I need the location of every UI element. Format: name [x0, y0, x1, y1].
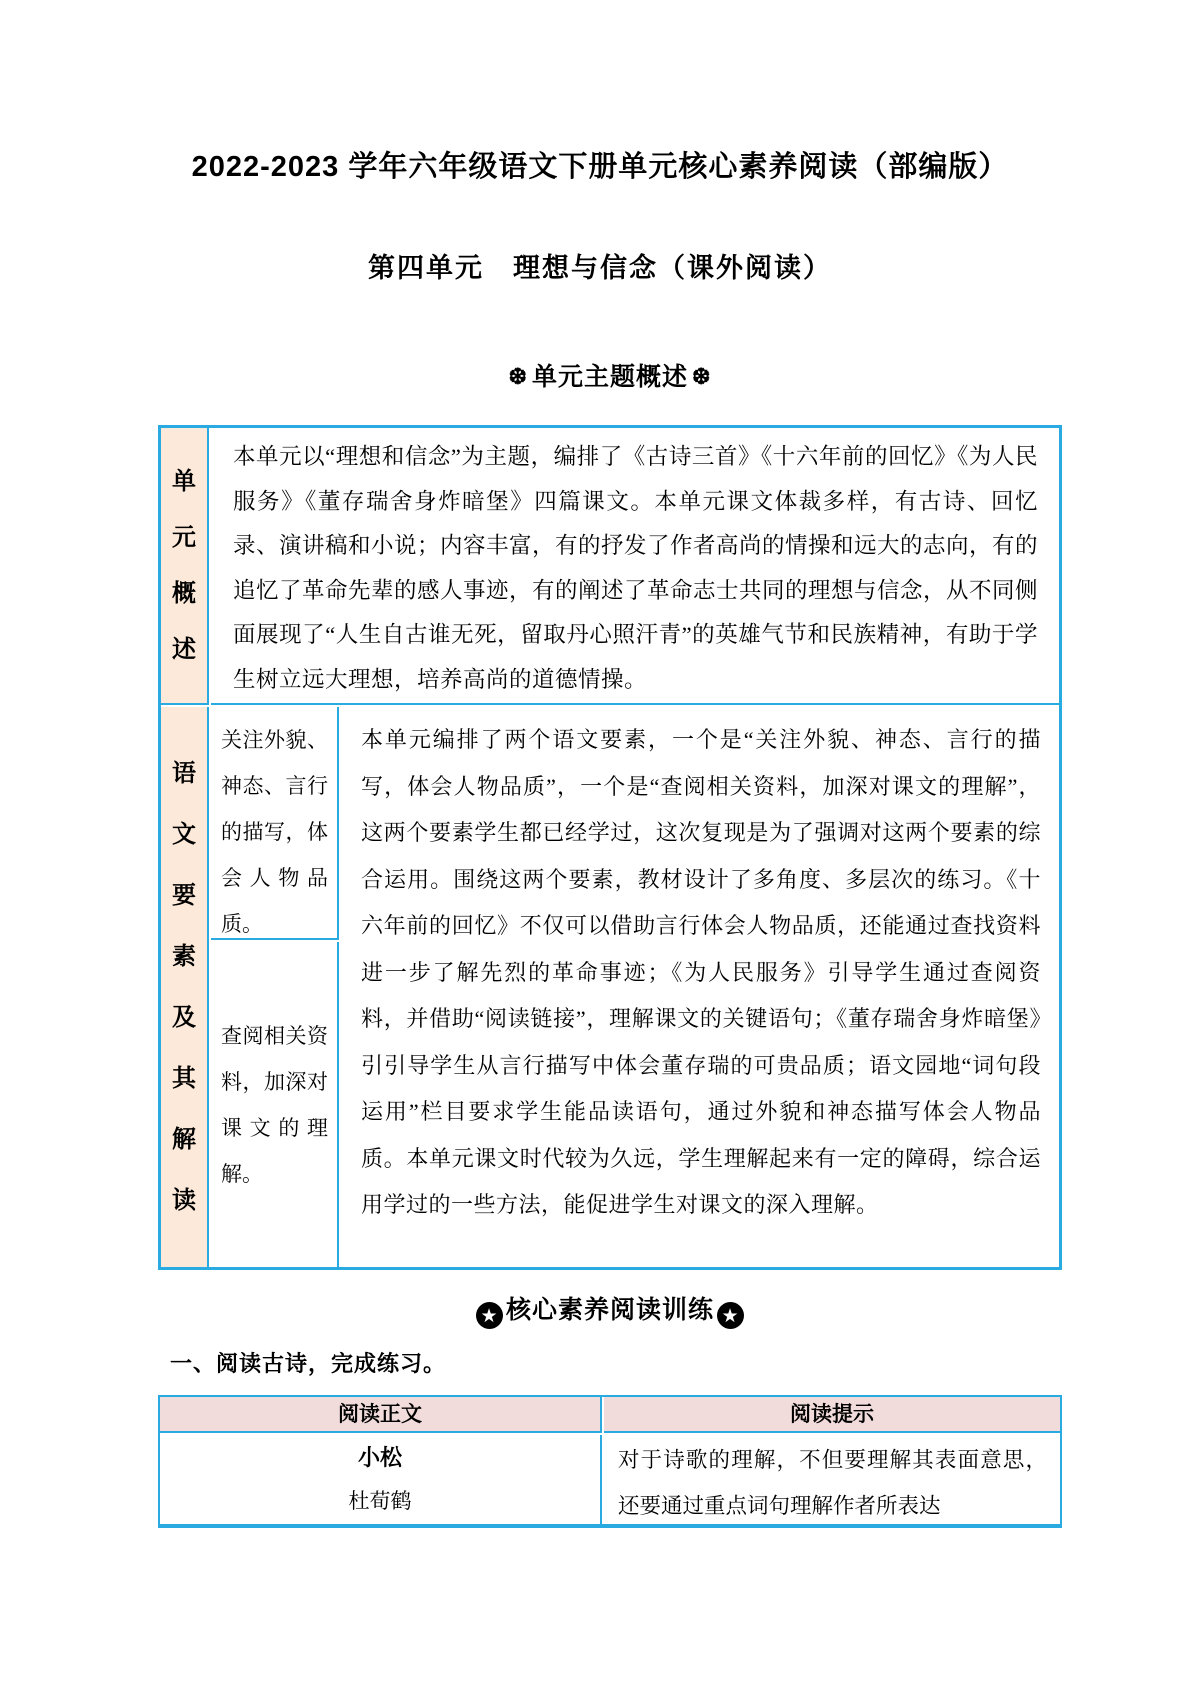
- circled-star-icon: ★: [717, 1302, 744, 1329]
- section-heading-unit-theme: [158, 357, 1062, 393]
- column-header-reading-hint: 阅读提示: [604, 1397, 1060, 1433]
- elements-analysis-text: 本单元编排了两个语文要素，一个是“关注外貌、神态、言行的描写，体会人物品质”，一个是“查阅相关资料，加深对课文的理解”，这两个要素学生都已经学过，这次复现是为了强调对这两个要素的综合运用。围绕这两个要素，教材设计了多角度、多层次的练习。《十六年前的回忆》不仅可以借助言行体会人物品质，还能通过查找资料进一步了解先烈的革命事迹；《为人民服务》引导学生通过查阅资料，并借助“阅读链接”，理解课文的关键语句；《董存瑞舍身炸暗堡》引引导学生从言行描写中体会董存瑞的可贵品质；语文园地“词句段运用”栏目要求学生能品读语句，通过外貌和神态描写体会人物品质。本单元课文时代较为久远，学生理解起来有一定的障碍，综合运用学过的一些方法，能促进学生对课文的深入理解。: [361, 727, 1041, 1217]
- unit-overview-text: 本单元以“理想和信念”为主题，编排了《古诗三首》《十六年前的回忆》《为人民服务》《董存瑞舍身炸暗堡》四篇课文。本单元课文体裁多样，有古诗、回忆录、演讲稿和小说；内容丰富，有的抒发了作者高尚的情操和远大的志向，有的追忆了革命先辈的感人事迹，有的阐述了革命志士共同的理想与信念，从不同侧面展现了“人生自古谁无死，留取丹心照汗青”的英雄气节和民族精神，有助于学生树立远大理想，培养高尚的道德情操。: [211, 428, 1059, 705]
- poem-cell: [160, 1435, 602, 1524]
- unit-title: 第四单元 理想与信念（课外阅读）: [368, 253, 832, 283]
- row-label-text: 单元概述: [172, 467, 196, 663]
- language-element-1: 关注外貌、神态、言行的描写，体会人物品质。: [211, 707, 339, 940]
- circled-star-icon: ★: [476, 1302, 503, 1329]
- row-label-language-elements: [161, 707, 209, 1267]
- unit-overview-table: [158, 425, 1062, 1270]
- row-label-unit-overview: [161, 428, 209, 705]
- row-label-text: 语文要素及其解读: [172, 760, 196, 1214]
- language-element-2: [211, 942, 339, 1267]
- snowflake-icon: ❆: [508, 364, 528, 389]
- section-heading-reading-training: [158, 1290, 1062, 1329]
- reading-hint-text: 对于诗歌的理解，不但要理解其表面意思，还要通过重点词句理解作者所表达: [618, 1448, 1047, 1518]
- section-heading-text: 核心素养阅读训练: [505, 1296, 714, 1324]
- column-header-reading-text: 阅读正文: [160, 1397, 602, 1433]
- document-title: 2022-2023 学年六年级语文下册单元核心素养阅读（部编版）: [191, 151, 1009, 183]
- language-element-2-text: 查阅相关资料，加深对课文的理解。: [221, 1023, 328, 1186]
- poem-title: 小松: [357, 1445, 402, 1470]
- section-heading-text: 单元主题概述: [531, 363, 688, 391]
- exercise-1-heading: 一、阅读古诗，完成练习。: [170, 1351, 447, 1376]
- snowflake-icon: ❆: [692, 364, 712, 389]
- poem-author: 杜荀鹤: [348, 1489, 412, 1513]
- reading-table: [158, 1395, 1062, 1528]
